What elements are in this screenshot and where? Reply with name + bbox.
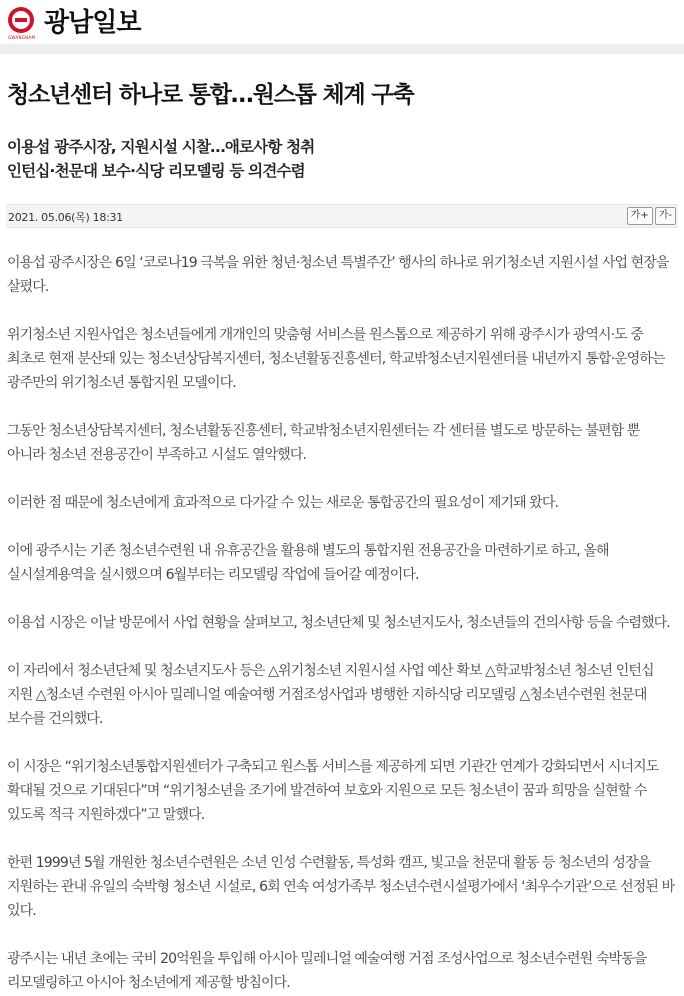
site-logo[interactable] xyxy=(6,2,140,39)
article-paragraph: 이러한 점 때문에 청소년에게 효과적으로 다가갈 수 있는 새로운 통합공간의 필요성이 제기돼 왔다. xyxy=(7,495,559,511)
logo-emblem-icon xyxy=(6,6,36,40)
header-divider xyxy=(0,44,684,54)
logo-text: 광남일보 xyxy=(44,8,141,38)
logo-subtext: GWANGNAM xyxy=(8,34,36,40)
site-header xyxy=(0,0,684,44)
article-body xyxy=(7,251,676,995)
article-paragraph: 이용섭 시장은 이날 방문에서 사업 현황을 살펴보고, 청소년단체 및 청소년지도사, 청소년들의 건의사항 등을 수렴했다. xyxy=(7,615,670,631)
article-paragraph: 광주시는 내년 초에는 국비 20억원을 투입해 아시아 밀레니얼 예술여행 거점 조성사업으로 청소년수련원 숙박동을 리모델링하고 아시아 청소년에게 제공할 방침이다. xyxy=(7,951,647,991)
article-subtitle: 이용섭 광주시장, 지원시설 시찰…애로사항 청취 xyxy=(7,138,315,156)
article-dateline xyxy=(6,204,678,228)
font-increase-button[interactable]: 가+ xyxy=(627,207,653,225)
article-paragraph: 한편 1999년 5월 개원한 청소년수련원은 소년 인성 수련활동, 특성화 캠프, 빛고을 천문대 활동 등 청소년의 성장을 지원하는 관내 유일의 숙박형 청소년 시설로, 6회 연속 여성가족부 청소년수련시설평가에서 ‘최우수기관’으로 선정된 바 있다. xyxy=(7,855,675,919)
article-paragraph: 이 시장은 “위기청소년통합지원센터가 구축되고 원스톱 서비스를 제공하게 되면 기관간 연계가 강화되면서 시너지도 확대될 것으로 기대된다”며 “위기청소년을 조기에 발견하여 보호와 지원으로 모든 청소년이 꿈과 희망을 실현할 수 있도록 적극 지원하겠다”고 말했다. xyxy=(7,759,659,823)
font-size-controls xyxy=(627,207,676,225)
font-decrease-button[interactable]: 가- xyxy=(655,207,676,225)
article-paragraph: 이에 광주시는 기존 청소년수련원 내 유휴공간을 활용해 별도의 통합지원 전용공간을 마련하기로 하고, 올해 실시설계용역을 실시했으며 6월부터는 리모델링 작업에 들어갈 예정이다. xyxy=(7,543,609,583)
article-title: 청소년센터 하나로 통합…원스톱 체계 구축 xyxy=(7,82,414,108)
article-subtitles xyxy=(7,135,684,183)
article-subtitle: 인턴십·천문대 보수·식당 리모델링 등 의견수렴 xyxy=(7,162,305,180)
article-paragraph: 위기청소년 지원사업은 청소년들에게 개개인의 맞춤형 서비스를 원스톱으로 제공하기 위해 광주시가 광역시·도 중 최초로 현재 분산돼 있는 청소년상담복지센터, 청소년활동진흥센터, 학교밖청소년지원센터를 내년까지 통합·운영하는 광주만의 위기청소년 통합지원 모델이다. xyxy=(7,327,665,391)
article-date: 2021. 05.06(목) 18:31 xyxy=(8,211,123,224)
article-paragraph: 그동안 청소년상담복지센터, 청소년활동진흥센터, 학교밖청소년지원센터는 각 센터를 별도로 방문하는 불편함 뿐 아니라 청소년 전용공간이 부족하고 시설도 열악했다. xyxy=(7,423,640,463)
article-paragraph: 이용섭 광주시장은 6일 ‘코로나19 극복을 위한 청년·청소년 특별주간’ 행사의 하나로 위기청소년 지원시설 사업 현장을 살폈다. xyxy=(7,255,669,295)
article-paragraph: 이 자리에서 청소년단체 및 청소년지도사 등은 △위기청소년 지원시설 사업 예산 확보 △학교밖청소년 청소년 인턴십 지원 △청소년 수련원 아시아 밀레니얼 예술여행 거점조성사업과 병행한 지하식당 리모델링 △청소년수련원 천문대 보수를 건의했다. xyxy=(7,663,654,727)
